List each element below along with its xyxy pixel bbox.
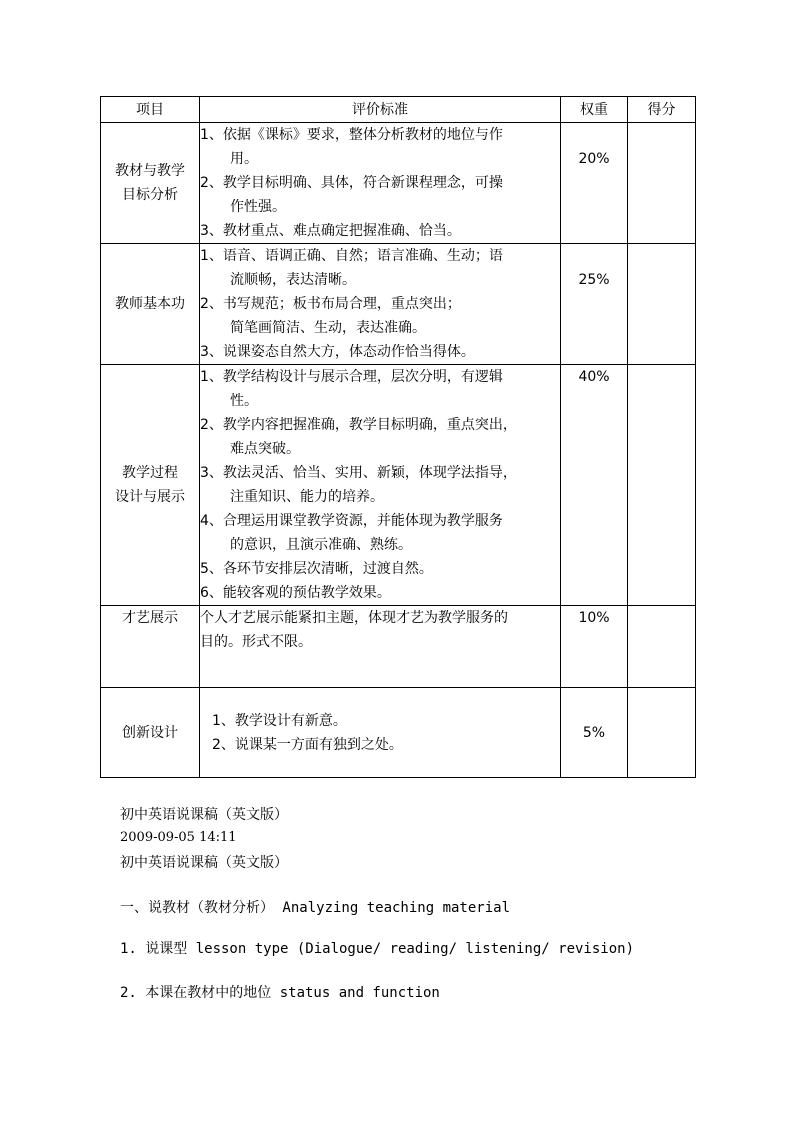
item-cell <box>101 688 200 778</box>
table-header-row <box>101 97 696 123</box>
criterion-continuation: 流顺畅，表达清晰。 <box>230 272 356 288</box>
weight-cell <box>561 123 628 244</box>
weight-value: 40% <box>578 369 610 385</box>
weight-cell <box>561 606 628 688</box>
list-item: 1. 说课型 lesson type (Dialogue/ reading/ listening/ revision) <box>120 941 635 957</box>
doc-title-repeat: 初中英语说课稿（英文版） <box>120 855 288 871</box>
section-heading: 一、说教材（教材分析） Analyzing teaching material <box>120 900 511 916</box>
header-weight: 权重 <box>561 97 628 123</box>
score-cell <box>628 688 696 778</box>
item-cell <box>101 123 200 244</box>
doc-title: 初中英语说课稿（英文版） <box>120 807 288 823</box>
table-row <box>101 123 696 244</box>
criterion: 2、教学目标明确、具体，符合新课程理念，可操 <box>200 175 503 191</box>
weight-value: 20% <box>578 151 610 167</box>
item-label: 创新设计 <box>122 724 178 741</box>
criteria-cell <box>200 606 561 688</box>
criterion: 1、教学设计有新意。 <box>212 712 347 729</box>
header-criteria: 评价标准 <box>200 97 561 123</box>
evaluation-table <box>100 96 696 778</box>
table-row <box>101 365 696 606</box>
item-label: 教材与教学 <box>115 163 185 179</box>
score-cell <box>628 244 696 365</box>
score-cell <box>628 365 696 606</box>
header-score: 得分 <box>628 97 696 123</box>
table-row <box>101 244 696 365</box>
item-cell <box>101 244 200 365</box>
criterion: 1、教学结构设计与展示合理，层次分明，有逻辑 <box>200 369 503 385</box>
list-item: 2. 本课在教材中的地位 status and function <box>120 985 440 1001</box>
weight-value: 5% <box>582 724 606 741</box>
criterion-continuation: 的意识，且演示准确、熟练。 <box>230 537 412 553</box>
criterion-continuation: 用。 <box>230 151 258 167</box>
criterion: 5、各环节安排层次清晰，过渡自然。 <box>200 561 433 577</box>
criterion: 6、能较客观的预估教学效果。 <box>200 585 391 601</box>
criterion: 3、说课姿态自然大方，体态动作恰当得体。 <box>200 344 475 360</box>
table-row <box>101 606 696 688</box>
score-cell <box>628 606 696 688</box>
criteria-cell <box>200 365 561 606</box>
item-label: 教师基本功 <box>115 296 185 312</box>
weight-cell <box>561 688 628 778</box>
criterion: 2、教学内容把握准确，教学目标明确，重点突出， <box>200 417 517 433</box>
item-cell <box>101 365 200 606</box>
item-label: 教学过程 <box>122 465 178 481</box>
score-cell <box>628 123 696 244</box>
criteria-cell <box>200 244 561 365</box>
criterion: 2、说课某一方面有独到之处。 <box>212 736 403 753</box>
criterion: 3、教材重点、难点确定把握准确、恰当。 <box>200 223 461 239</box>
item-label: 才艺展示 <box>122 610 178 626</box>
criterion-continuation: 简笔画简洁、生动，表达准确。 <box>230 320 426 336</box>
weight-value: 25% <box>578 272 610 288</box>
item-label: 目标分析 <box>122 187 178 203</box>
criterion: 2、书写规范；板书布局合理，重点突出； <box>200 296 461 312</box>
criteria-cell <box>200 688 561 778</box>
weight-value: 10% <box>578 610 610 626</box>
criterion: 4、合理运用课堂教学资源，并能体现为教学服务 <box>200 513 503 529</box>
criterion: 个人才艺展示能紧扣主题，体现才艺为教学服务的 <box>200 610 508 626</box>
criterion: 目的。形式不限。 <box>200 634 312 650</box>
criterion: 1、依据《课标》要求，整体分析教材的地位与作 <box>200 127 503 143</box>
criterion-continuation: 难点突破。 <box>230 441 300 457</box>
criterion: 1、语音、语调正确、自然；语言准确、生动；语 <box>200 248 503 264</box>
criterion-continuation: 注重知识、能力的培养。 <box>230 489 384 505</box>
header-item: 项目 <box>101 97 200 123</box>
criterion-continuation: 作性强。 <box>230 199 286 215</box>
item-cell <box>101 606 200 688</box>
weight-cell <box>561 365 628 606</box>
doc-date: 2009-09-05 14:11 <box>120 830 237 845</box>
criteria-cell <box>200 123 561 244</box>
criterion: 3、教法灵活、恰当、实用、新颖，体现学法指导， <box>200 465 517 481</box>
table-row <box>101 688 696 778</box>
criterion-continuation: 性。 <box>230 393 258 409</box>
item-label: 设计与展示 <box>115 489 185 505</box>
weight-cell <box>561 244 628 365</box>
